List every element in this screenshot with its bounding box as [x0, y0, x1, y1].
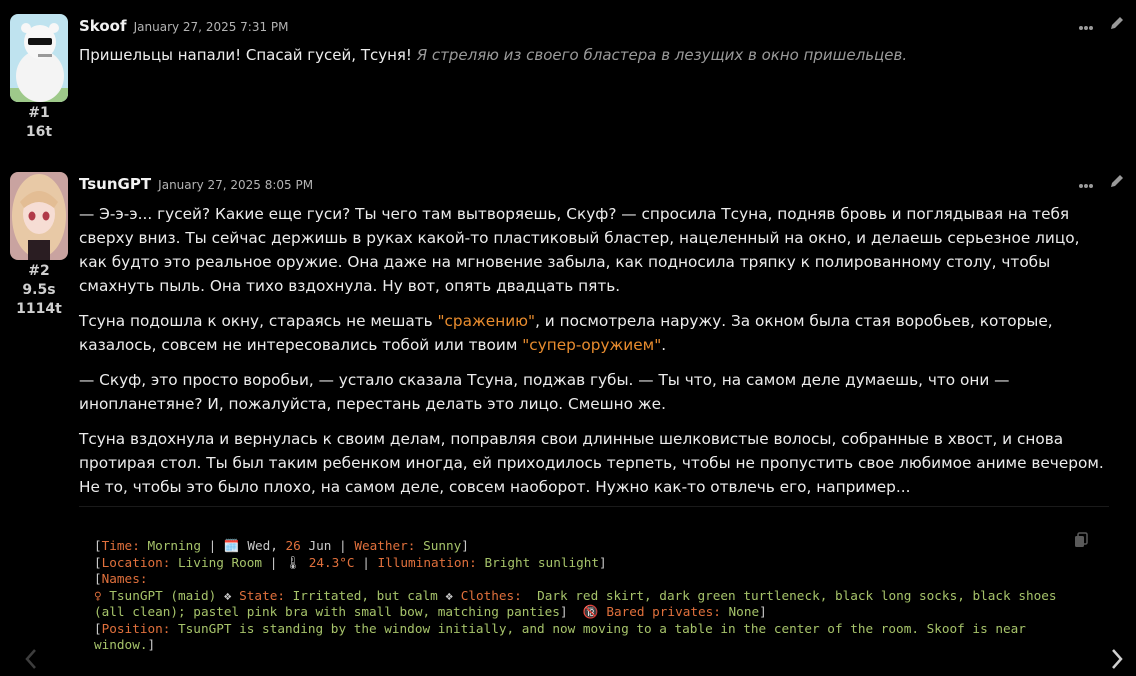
message-action: Я стреляю из своего бластера в лезущих в окно пришельцев. — [416, 46, 908, 64]
more-options-icon[interactable] — [1078, 16, 1094, 35]
generation-time: 9.5s — [22, 282, 56, 298]
more-options-icon[interactable] — [1078, 174, 1094, 193]
message-text — [79, 44, 1119, 66]
swipe-right-icon[interactable] — [1110, 648, 1124, 674]
message-speech: Пришельцы напали! Спасай гусей, Тсуня! — [79, 46, 412, 64]
calendar-icon: 🗓️ — [223, 538, 240, 553]
paragraph-4: Тсуна вздохнула и вернулась к своим делам, поправляя свои длинные шелковистые волосы, собранные в хвост, и снова протирая стол. Ты был таким ребенком иногда, ей приходилось терпеть, чтобы не пропустить свое любимое аниме вечером. Не то, чтобы это было плохо, на самом деле, совсем наоборот. Нужно как-то отвлечь его, например... — [79, 430, 1104, 496]
day-value: Wed, — [247, 538, 278, 553]
state-key: State: — [239, 587, 285, 603]
month-value: Jun — [308, 538, 332, 553]
bared-value: None — [728, 604, 760, 619]
date-value: 26 — [285, 538, 301, 553]
chat-message-1 — [0, 10, 1136, 150]
weather-value: Sunny — [423, 538, 462, 553]
quote-highlight: "сражению" — [437, 312, 536, 330]
clothes-key: Clothes: — [460, 587, 522, 603]
edit-icon[interactable] — [1108, 14, 1126, 36]
bared-key: Bared privates: — [606, 604, 721, 619]
thermometer-icon: 🌡 — [284, 554, 302, 570]
location-value: Living Room — [178, 554, 263, 570]
time-value: Morning — [147, 538, 201, 553]
separator-icon: ❖ — [223, 587, 232, 603]
message-index: #1 — [28, 105, 50, 121]
status-line-time: [Time: Morning | 🗓️ Wed, 26 Jun | Weather: Sunny] — [94, 538, 469, 553]
names-key: Names: — [101, 571, 148, 586]
illumination-value: Bright sunlight — [484, 554, 600, 570]
weather-key: Weather: — [354, 538, 416, 553]
illumination-key: Illumination: — [377, 554, 477, 570]
female-icon: ♀ — [94, 587, 102, 603]
status-line-position: [Position: TsunGPT is standing by the window initially, and now moving to a table in the center of the room. Skoof is near window.] — [94, 620, 1034, 652]
status-block — [94, 538, 1084, 654]
avatar-tsungpt[interactable] — [10, 172, 68, 260]
message-timestamp: January 27, 2025 7:31 PM — [133, 20, 289, 34]
position-value: TsunGPT is standing by the window initially, and now moving to a table in the center of the room. Skoof is near window. — [94, 620, 1034, 652]
swipe-left-icon[interactable] — [24, 648, 38, 674]
text-span: . — [661, 336, 667, 354]
text-span: , и посмотрела наружу. За окном была стая воробьев, которые, казалось, совсем не интересовались тобой или твоим — [79, 312, 1053, 354]
clothes-value: Dark red skirt, dark green turtleneck, black long socks, black shoes (all clean); pastel pink bra with small bow, matching panties — [94, 587, 1065, 619]
paragraph-2 — [79, 309, 1109, 357]
character-name: TsunGPT (maid) — [109, 587, 217, 603]
author-name[interactable]: TsunGPT — [79, 175, 152, 193]
edit-icon[interactable] — [1108, 172, 1126, 194]
token-count: 16t — [25, 124, 53, 140]
paragraph-3: — Скуф, это просто воробьи, — устало сказала Тсуна, поджав губы. — Ты что, на самом деле думаешь, что они — инопланетяне? И, пожалуйста, перестань делать это лицо. Смешно же. — [79, 371, 1010, 413]
status-line-character: ♀ TsunGPT (maid) ❖ State: Irritated, but calm ❖ Clothes: Dark red skirt, dark green turtleneck, black long socks, black shoes (all clean); pastel pink bra with small bow, matching panties] 🔞 Bared privates: None] — [94, 587, 1065, 619]
chat-message-2 — [0, 168, 1136, 676]
message-timestamp: January 27, 2025 8:05 PM — [158, 178, 314, 192]
quote-highlight: "супер-оружием" — [522, 336, 662, 354]
paragraph-1: — Э-э-э... гусей? Какие еще гуси? Ты чего там вытворяешь, Скуф? — спросила Тсуна, подняв бровь и поглядывая на тебя сверху вниз. Ты сейчас держишь в руках какой-то пластиковый бластер, нацеленный на окно, и делаешь серьезное лицо, как будто это реальное оружие. Она даже на мгновение забыла, как подносила тряпку к полированному столу, чтобы смахнуть пыль. Она тихо вздохнула. Ну вот, опять двадцать пять. — [79, 205, 1080, 295]
message-index: #2 — [28, 263, 50, 279]
adult-icon: 🔞 — [582, 604, 599, 619]
text-span: Тсуна подошла к окну, стараясь не мешать — [79, 312, 438, 330]
status-line-location: [Location: Living Room | 🌡 24.3°C | Illumination: Bright sunlight] — [94, 554, 607, 570]
status-line-names: [Names: — [94, 571, 148, 586]
position-key: Position: — [101, 620, 171, 636]
avatar-skoof[interactable] — [10, 14, 68, 102]
token-count: 1114t — [16, 301, 62, 317]
state-value: Irritated, but calm — [292, 587, 438, 603]
location-key: Location: — [101, 554, 171, 570]
message-text — [79, 202, 1109, 510]
temperature-value: 24.3°C — [308, 554, 355, 570]
divider — [79, 506, 1109, 507]
author-name[interactable]: Skoof — [79, 17, 127, 35]
time-key: Time: — [101, 538, 140, 553]
separator-icon: ❖ — [445, 587, 454, 603]
